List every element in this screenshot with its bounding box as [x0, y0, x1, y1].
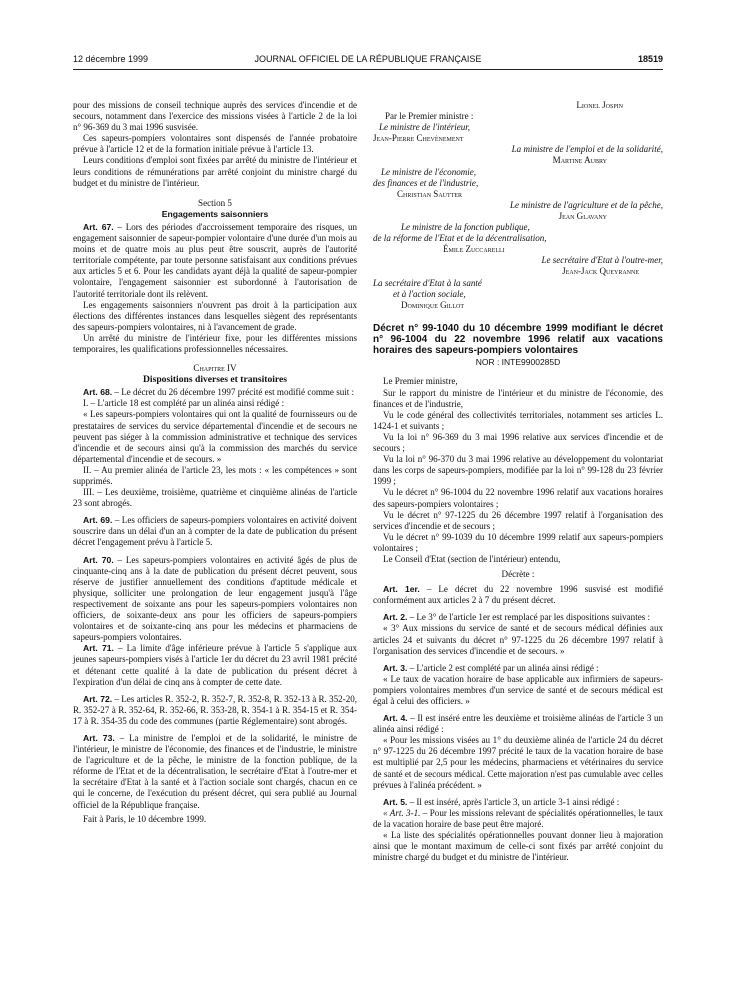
- decrete-heading: Décrète :: [501, 569, 535, 580]
- article-label: Art. 71.: [83, 643, 114, 654]
- article-67: [73, 222, 357, 300]
- paragraph: II. – Au premier alinéa de l'article 23, les mots : « les compétences » sont supprimés.: [73, 464, 357, 486]
- nor-reference: NOR : INTE9900285D: [475, 357, 561, 368]
- article-1: [373, 584, 663, 606]
- signatory-name: Jean Glavany: [558, 210, 607, 221]
- signature-place-date: Fait à Paris, le 10 décembre 1999.: [83, 813, 207, 824]
- article-text: – Le 3° de l'article 1er est remplacé par les dispositions suivantes :: [407, 612, 651, 623]
- signatory-title: de la réforme de l'Etat et de la décentralisation,: [373, 233, 547, 244]
- signatory-name: Martine Aubry: [552, 155, 607, 166]
- article-text: – La limite d'âge inférieure prévue à l'article 5 s'applique aux jeunes sapeurs-pompiers visés à l'article 1er du décret du 23 avril 1981 précité et détenant cette qualité à la date de publication du présent décret à l'expiration d'un délai de cinq ans à compter de cette date.: [73, 643, 357, 687]
- paragraph: Le Premier ministre,: [383, 376, 458, 387]
- article-text: – Les officiers de sapeurs-pompiers volontaires en activité doivent souscrire dans un délai d'un an à compter de la date de publication du présent décret l'engagement prévu à l'article 5.: [73, 515, 357, 548]
- paragraph: « 3° Aux missions du service de santé et de secours médical définies aux articles 24 et suivants du décret n° 97-1225 du 26 décembre 1997 relatif à l'organisation des services d'incendie et de secours. »: [373, 623, 663, 656]
- chapter-title: Dispositions diverses et transitoires: [143, 374, 287, 386]
- signatory-title: Le ministre de la fonction publique,: [401, 222, 530, 233]
- paragraph: « Le taux de vacation horaire de base applicable aux infirmiers de sapeurs-pompiers volontaires membres d'un service de santé et de secours médical est égal à celui des officiers. »: [373, 673, 663, 707]
- article-2: [373, 612, 663, 623]
- header-title: JOURNAL OFFICIEL DE LA RÉPUBLIQUE FRANÇAISE: [254, 54, 482, 64]
- article-text: – Le décret du 26 décembre 1997 précité est modifié comme suit :: [112, 387, 355, 398]
- page-number: 18519: [637, 54, 663, 64]
- paragraph: « La liste des spécialités opérationnelles pouvant donner lieu à majoration ainsi que le montant maximum de celle-ci sont fixés par arrêté conjoint du ministre chargé du budget et du ministre de l'intérieur.: [373, 830, 663, 863]
- article-71: [73, 643, 357, 687]
- paragraph: I. – L'article 18 est complété par un alinéa ainsi rédigé :: [83, 398, 285, 409]
- article-label: Art. 5.: [383, 796, 408, 807]
- chapter-heading: Chapitre IV: [193, 363, 237, 374]
- article-label: Art. 68.: [83, 387, 113, 398]
- article-69: [73, 515, 357, 548]
- signatory-title: et à l'action sociale,: [393, 288, 466, 299]
- signatory-title: Le ministre de l'intérieur,: [379, 122, 471, 133]
- signatory-name: Jean-Pierre Chevènement: [373, 133, 464, 144]
- signatory-name: Émile Zuccarelli: [443, 244, 505, 255]
- paragraph: Les engagements saisonniers n'ouvrent pas droit à la participation aux élections des différentes instances dans lesquelles siègent des représentants des sapeurs-pompiers volontaires, ni à l'avancement de grade.: [73, 299, 357, 332]
- paragraph: III. – Les deuxième, troisième, quatrième et cinquième alinéas de l'article 23 sont abrogés.: [73, 487, 357, 509]
- article-5: [373, 797, 663, 808]
- page-header: [73, 54, 663, 68]
- paragraph: Un arrêté du ministre de l'intérieur fixe, pour les différentes missions temporaires, les qualifications professionnelles nécessaires.: [73, 332, 357, 354]
- article-text: – Il est inséré entre les deuxième et troisième alinéas de l'article 3 un alinéa ainsi rédigé :: [373, 713, 664, 735]
- article-text: – La ministre de l'emploi et de la solidarité, le ministre de l'intérieur, le ministre de l'économie, des finances et de l'industrie, le ministre de l'agriculture et de la pêche, le ministre de la fonction publique, de la réforme de l'Etat et de la décentralisation, le secrétaire d'Etat à l'outre-mer et la secrétaire d'Etat à la santé et à l'action sociale sont chargés, chacun en ce qui le concerne, de l'exécution du présent décret, qui sera publié au Journal officiel de la République française.: [73, 732, 357, 810]
- paragraph: Sur le rapport du ministre de l'intérieur et du ministre de l'économie, des finances et de l'industrie,: [373, 387, 663, 409]
- article-text: – Pour les missions relevant de spécialités opérationnelles, le taux de la vacation horaire de base peut être majoré.: [373, 807, 663, 829]
- subsection-heading: Engagements saisonniers: [161, 208, 269, 219]
- signatory-name: Jean-Jack Queyranne: [562, 266, 639, 277]
- paragraph: Vu le décret n° 99-1039 du 10 décembre 1999 relatif aux sapeurs-pompiers volontaires ;: [373, 531, 663, 553]
- article-label: Art. 69.: [83, 515, 113, 526]
- left-column: [73, 100, 357, 825]
- paragraph: « Pour les missions visées au 1° du deuxième alinéa de l'article 24 du décret n° 97-1225 du 26 décembre 1997 précité le taux de la vacation horaire de base est multiplié par 2,5 pour les médecins, pharmaciens et vétérinaires du service de santé et de secours médical. Cette majoration n'est pas cumulable avec celles prévues à l'alinéa précédent. »: [373, 735, 663, 790]
- paragraph: Ces sapeurs-pompiers volontaires sont dispensés de l'année probatoire prévue à l'article 12 et de la formation initiale prévue à l'article 13.: [73, 133, 357, 155]
- article-label: Art. 1er.: [383, 584, 420, 595]
- article-text: – Les sapeurs-pompiers volontaires en activité âgés de plus de cinquante-cinq ans à la date de publication du présent décret peuvent, sous réserve de justifier annuellement des conditions d'aptitude médicale et physique, solliciter une prolongation de leur engagement jusqu'à l'âge respectivement de soixante ans pour les sapeurs-pompiers volontaires non officiers, de soixante-deux ans pour les officiers de sapeurs-pompiers volontaires et de soixante-cinq ans pour les médecins et pharmaciens de sapeurs-pompiers volontaires.: [73, 554, 357, 643]
- header-date: 12 décembre 1999: [73, 54, 149, 64]
- paragraph: Vu le décret n° 97-1225 du 26 décembre 1997 relatif à l'organisation des services d'incendie et de secours ;: [373, 509, 663, 531]
- signatory-name: Christian Sautter: [397, 188, 462, 199]
- section-heading: Section 5: [198, 197, 232, 208]
- article-3: [373, 663, 663, 674]
- signatory-title: Le ministre de l'économie,: [381, 166, 477, 177]
- signatory-name: Dominique Gillot: [401, 299, 464, 310]
- article-70: [73, 555, 357, 644]
- article-text: – Le décret du 22 novembre 1996 susvisé est modifié conformément aux articles 2 à 7 du présent décret.: [373, 584, 663, 606]
- article-68: [73, 387, 357, 398]
- signatory-pm: Lionel Jospin: [576, 100, 623, 110]
- header-rule: [73, 69, 663, 70]
- signatory-title: Le secrétaire d'Etat à l'outre-mer,: [541, 255, 663, 266]
- right-column: [373, 100, 663, 863]
- article-label: Art. 2.: [383, 612, 408, 623]
- paragraph: Vu le code général des collectivités territoriales, notamment ses articles L. 1424-1 et suivants ;: [373, 409, 663, 431]
- signatory-title: La ministre de l'emploi et de la solidarité,: [511, 144, 663, 155]
- article-3-1: [373, 808, 663, 830]
- article-text: – Il est inséré, après l'article 3, un article 3-1 ainsi rédigé :: [407, 796, 620, 807]
- article-label: Art. 3.: [383, 662, 408, 673]
- article-label: Art. 72.: [83, 693, 113, 704]
- paragraph: « Les sapeurs-pompiers volontaires qui ont la qualité de fournisseurs ou de prestataires de services du service départemental d'incendie et de secours ne peuvent pas siéger à la commission administrative et technique des services d'incendie et de secours ainsi qu'à la commission des marchés du service départemental d'incendie et de secours. »: [73, 409, 357, 464]
- paragraph: Le Conseil d'Etat (section de l'intérieur) entendu,: [383, 553, 561, 564]
- paragraph: Leurs conditions d'emploi sont fixées par arrêté du ministre de l'intérieur et leurs conditions de rémunérations par arrêté conjoint du ministre chargé du budget et du ministre de l'intérieur.: [73, 155, 357, 188]
- signatory-title: des finances et de l'industrie,: [373, 177, 479, 188]
- article-label: Art. 67.: [83, 221, 114, 232]
- article-label: « Art. 3-1.: [383, 807, 421, 818]
- article-4: [373, 713, 663, 735]
- signatory-intro: Par le Premier ministre :: [385, 111, 474, 122]
- article-label: Art. 4.: [383, 713, 408, 724]
- paragraph: pour des missions de conseil technique auprès des services d'incendie et de secours, notamment dans l'exercice des missions visées à l'article 2 de la loi n° 96-369 du 3 mai 1996 susvisée.: [73, 100, 357, 133]
- article-73: [73, 733, 357, 811]
- signatory-title: Le ministre de l'agriculture et de la pêche,: [509, 199, 663, 210]
- paragraph: Vu le décret n° 96-1004 du 22 novembre 1996 relatif aux vacations horaires des sapeurs-pompiers volontaires ;: [373, 487, 663, 509]
- article-label: Art. 73.: [83, 732, 115, 743]
- paragraph: Vu la loi n° 96-369 du 3 mai 1996 relative aux services d'incendie et de secours ;: [373, 431, 663, 454]
- article-label: Art. 70.: [83, 554, 114, 565]
- article-text: – Lors des périodes d'accroissement temporaire des risques, un engagement saisonnier de sapeur-pompier volontaire d'une durée d'un mois au moins et de quatre mois au plus peut être souscrit, auprès de l'autorité territoriale compétente, par toute personne satisfaisant aux conditions prévues aux articles 5 et 6. Pour les candidats ayant déjà la qualité de sapeur-pompier volontaire, l'engagement saisonnier est subordonné à l'autorisation de l'autorité territoriale dont ils relèvent.: [73, 221, 358, 299]
- decree-title: Décret n° 99-1040 du 10 décembre 1999 modifiant le décret n° 96-1004 du 22 novembre 1996 relatif aux vacations horaires des sapeurs-pompiers volontaires: [373, 322, 663, 357]
- signatory-title: La secrétaire d'Etat à la santé: [373, 277, 482, 288]
- article-text: – Les articles R. 352-2, R. 352-7, R. 352-8, R. 352-13 à R. 352-20, R. 352-27 à R. 352-64, R. 352-66, R. 353-28, R. 354-1 à R. 354-15 et R. 354-17 à R. 354-35 du code des communes (partie Réglementaire) sont abrogés.: [73, 693, 357, 726]
- paragraph: Vu la loi n° 96-370 du 3 mai 1996 relative au développement du volontariat dans les corps de sapeurs-pompiers, modifiée par la loi n° 99-128 du 23 février 1999 ;: [373, 454, 663, 487]
- article-text: – L'article 2 est complété par un alinéa ainsi rédigé :: [407, 662, 599, 673]
- article-72: [73, 694, 357, 727]
